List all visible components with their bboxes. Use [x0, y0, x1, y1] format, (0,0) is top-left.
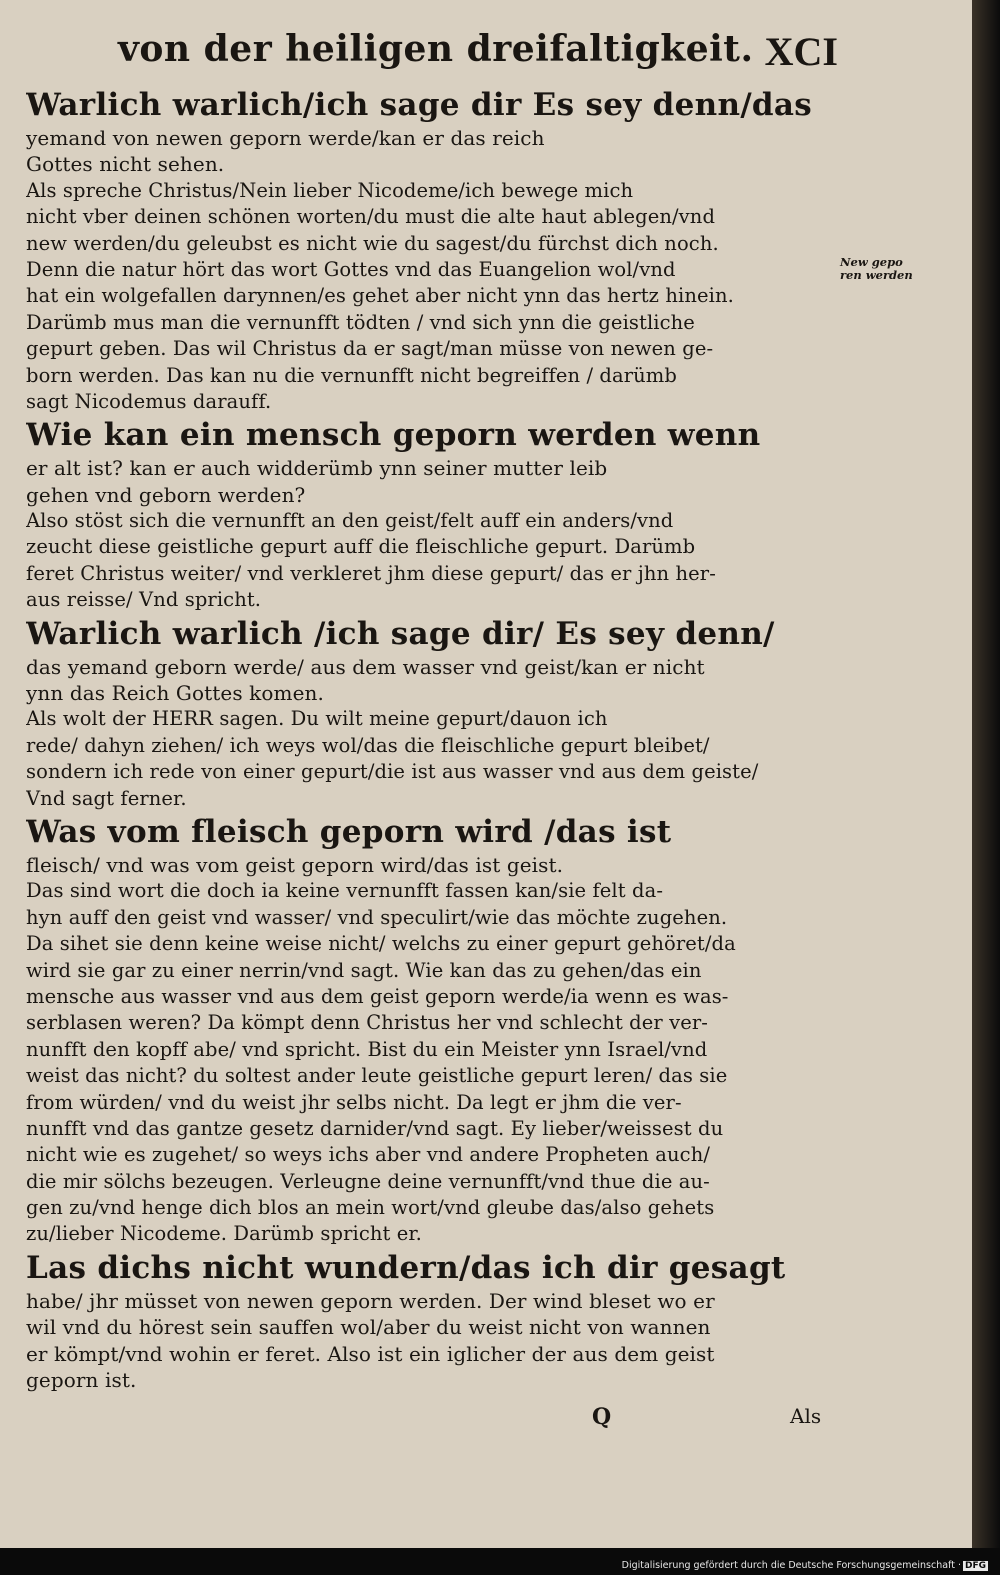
commentary-paragraph	[26, 706, 832, 812]
catchword: Als	[790, 1404, 822, 1428]
scripture-quote	[26, 415, 832, 508]
body-text	[26, 85, 832, 1393]
text-line: geporn ist.	[26, 1368, 137, 1393]
text-line: Denn die natur hört das wort Gottes vnd das Euangelion wol/vnd	[26, 257, 676, 281]
text-line: das yemand geborn werde/ aus dem wasser vnd geist/kan er nicht	[26, 654, 705, 679]
text-line: Vnd sagt ferner.	[26, 786, 187, 810]
text-line: feret Christus weiter/ vnd verkleret jhm diese gepurt/ das er jhn her-	[26, 561, 716, 585]
text-line: habe/ jhr müsset von newen geporn werden. Der wind bleset wo er	[26, 1288, 715, 1313]
margin-note-line: New gepo	[840, 255, 903, 269]
margin-note-line: ren werden	[840, 268, 913, 282]
text-line: fleisch/ vnd was vom geist geporn wird/das ist geist.	[26, 852, 564, 877]
text-line: gehen vnd geborn werden?	[26, 482, 306, 507]
commentary-paragraph	[26, 508, 832, 614]
page-edge	[972, 0, 1000, 1548]
scripture-quote	[26, 1248, 832, 1394]
text-line: hat ein wolgefallen darynnen/es gehet aber nicht ynn das hertz hinein.	[26, 284, 734, 308]
text-line: wird sie gar zu einer nerrin/vnd sagt. Wie kan das zu gehen/das ein	[26, 958, 702, 982]
text-line: Als spreche Christus/Nein lieber Nicodeme/ich bewege mich	[26, 178, 634, 202]
running-title: von der heiligen dreifaltigkeit.	[118, 28, 754, 70]
text-line: weist das nicht? du soltest ander leute geistliche gepurt leren/ das sie	[26, 1064, 728, 1088]
text-line: gen zu/vnd henge dich blos an mein wort/vnd gleube das/also gehets	[26, 1196, 715, 1220]
text-line: zeucht diese geistliche gepurt auff die fleischliche gepurt. Darümb	[26, 535, 696, 559]
text-line: aus reisse/ Vnd spricht.	[26, 588, 262, 612]
text-line: ynn das Reich Gottes komen.	[26, 681, 324, 706]
text-line: Das sind wort die doch ia keine vernunfft fassen kan/sie felt da-	[26, 879, 664, 903]
dfg-logo: DFG	[964, 1561, 986, 1571]
text-line: rede/ dahyn ziehen/ ich weys wol/das die fleischliche gepurt bleibet/	[26, 733, 710, 757]
text-line: born werden. Das kan nu die vernunfft nicht begreiffen / darümb	[26, 363, 677, 387]
text-line: Las dichs nicht wundern/das ich dir gesagt	[26, 1249, 786, 1286]
text-line: Also stöst sich die vernunfft an den geist/felt auff ein anders/vnd	[26, 509, 674, 533]
text-line: Warlich warlich /ich sage dir/ Es sey denn/	[26, 615, 775, 652]
commentary-paragraph	[26, 178, 832, 416]
text-line: Warlich warlich/ich sage dir Es sey denn/das	[26, 87, 813, 123]
text-line: zu/lieber Nicodeme. Darümb spricht er.	[26, 1222, 422, 1246]
text-line: new werden/du geleubst es nicht wie du sagest/du fürchst dich noch.	[26, 231, 719, 255]
text-line: nunfft vnd das gantze gesetz darnider/vnd sagt. Ey lieber/weissest du	[26, 1116, 724, 1140]
scripture-quote	[26, 614, 832, 707]
commentary-paragraph	[26, 878, 832, 1247]
text-line: Als wolt der HERR sagen. Du wilt meine gepurt/dauon ich	[26, 707, 608, 731]
folio-number: XCI	[764, 29, 838, 74]
text-line: nicht wie es zugehet/ so weys ichs aber vnd andere Propheten auch/	[26, 1143, 711, 1167]
text-line: serblasen weren? Da kömpt denn Christus her vnd schlecht der ver-	[26, 1011, 708, 1035]
running-header	[118, 28, 838, 78]
scripture-quote	[26, 812, 832, 878]
text-line: Was vom fleisch geporn wird /das ist	[26, 813, 672, 850]
text-line: sagt Nicodemus darauff.	[26, 389, 272, 413]
text-line: from würden/ vnd du weist jhr selbs nicht. Da legt er jhm die ver-	[26, 1090, 682, 1114]
scripture-quote	[26, 85, 832, 178]
text-line: Gottes nicht sehen.	[26, 152, 225, 177]
margin-note	[840, 256, 960, 282]
text-line: Darümb mus man die vernunfft tödten / vnd sich ynn die geistliche	[26, 310, 695, 334]
text-line: Da sihet sie denn keine weise nicht/ welchs zu einer gepurt gehöret/da	[26, 932, 736, 956]
text-line: mensche aus wasser vnd aus dem geist geporn werde/ia wenn es was-	[26, 984, 729, 1008]
credit-text: Digitalisierung gefördert durch die Deutsche Forschungsgemeinschaft ·	[621, 1560, 961, 1571]
text-line: die mir sölchs bezeugen. Verleugne deine vernunfft/vnd thue die au-	[26, 1169, 710, 1193]
text-line: nunfft den kopff abe/ vnd spricht. Bist du ein Meister ynn Israel/vnd	[26, 1037, 708, 1061]
text-line: er alt ist? kan er auch widderümb ynn seiner mutter leib	[26, 456, 608, 481]
signature-mark: Q	[592, 1404, 612, 1430]
digitization-credit	[622, 1560, 988, 1571]
text-line: wil vnd du hörest sein sauffen wol/aber du weist nicht von wannen	[26, 1315, 711, 1340]
text-line: Wie kan ein mensch geporn werden wenn	[26, 417, 761, 454]
text-line: er kömpt/vnd wohin er feret. Also ist ein iglicher der aus dem geist	[26, 1341, 715, 1366]
text-line: hyn auff den geist vnd wasser/ vnd speculirt/wie das möchte zugehen.	[26, 905, 728, 929]
text-line: gepurt geben. Das wil Christus da er sagt/man müsse von newen ge-	[26, 337, 714, 361]
text-line: nicht vber deinen schönen worten/du must die alte haut ablegen/vnd	[26, 205, 716, 229]
text-line: yemand von newen geporn werde/kan er das reich	[26, 126, 545, 150]
text-line: sondern ich rede von einer gepurt/die ist aus wasser vnd aus dem geiste/	[26, 760, 759, 784]
